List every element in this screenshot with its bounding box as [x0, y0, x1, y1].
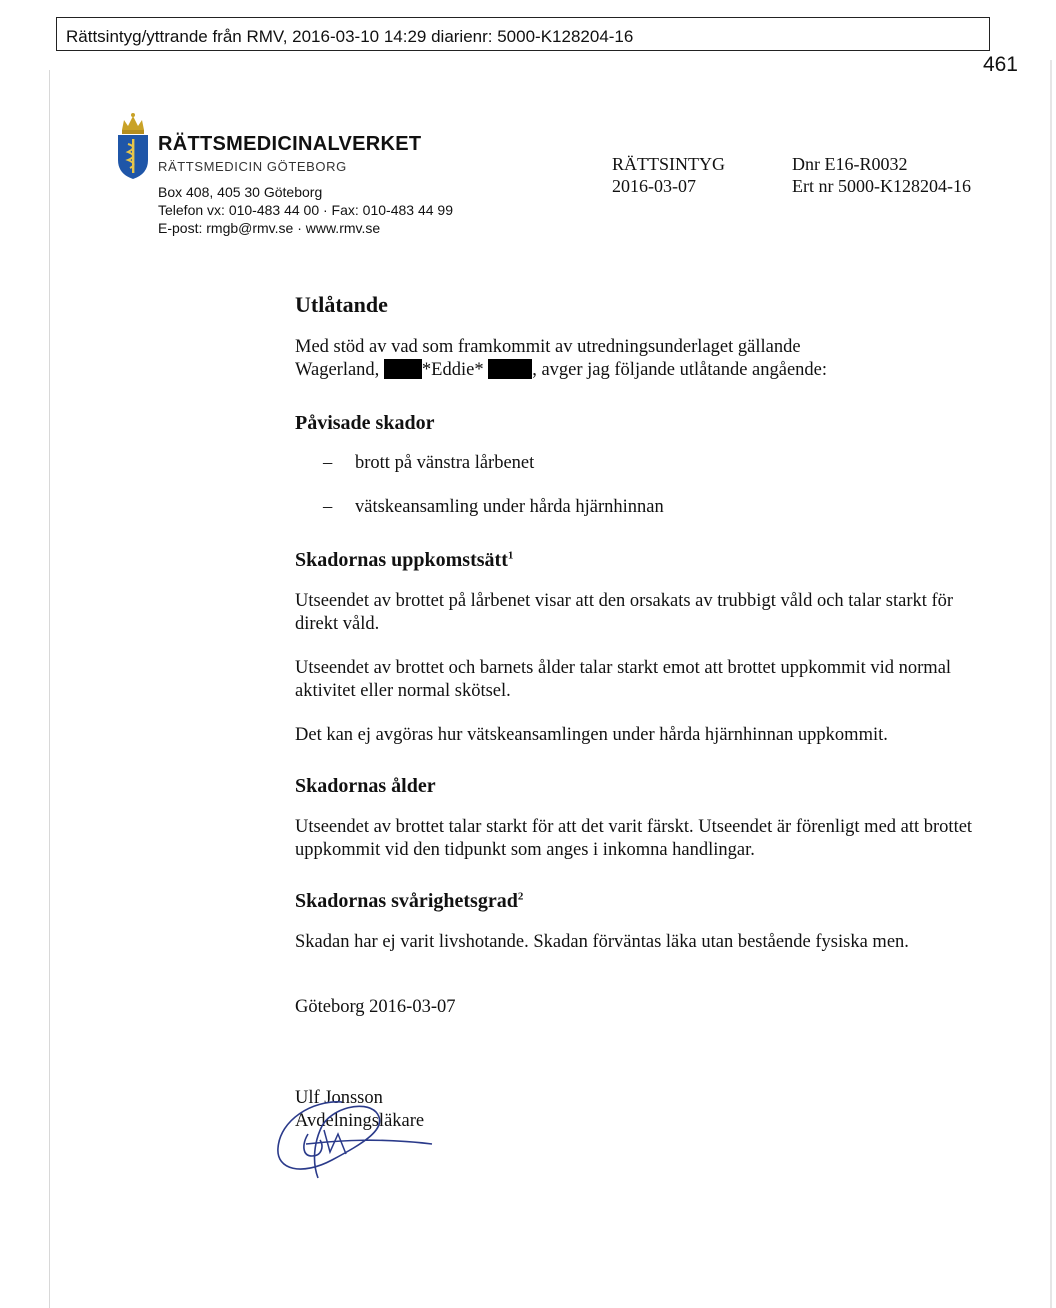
- origin-heading: [295, 549, 975, 572]
- origin-paragraph-2: Utseendet av brottet och barnets ålder talar starkt emot att brottet uppkommit vid normal aktivitet eller normal skötsel.: [295, 658, 952, 701]
- injury-text: vätskeansamling under hårda hjärnhinnan: [355, 497, 664, 517]
- dnr-number: Dnr E16-R0032: [792, 154, 908, 174]
- agency-department: RÄTTSMEDICIN GÖTEBORG: [158, 159, 347, 174]
- document-header-bar: [56, 17, 990, 51]
- list-item: [295, 453, 975, 497]
- header-bar-text: Rättsintyg/yttrande från RMV, 2016-03-10 14:29 diarienr: 5000-K128204-16: [66, 27, 634, 46]
- list-dash: –: [323, 497, 333, 517]
- injury-text: brott på vänstra lårbenet: [355, 453, 535, 473]
- list-item: [295, 497, 975, 541]
- signer-name: Ulf Jonsson: [295, 1088, 383, 1108]
- intro-line1: Med stöd av vad som framkommit av utredningsunderlaget gällande: [295, 337, 801, 357]
- origin-paragraph-1: Utseendet av brottet på lårbenet visar att den orsakats av trubbigt våld och talar starkt för direkt våld.: [295, 591, 954, 634]
- intro-nickname: *Eddie*: [421, 360, 484, 380]
- age-paragraph: Utseendet av brottet talar starkt för att det varit färskt. Utseendet är förenligt med att brottet uppkommit vid den tidpunkt som anges i inkomna handlingar.: [295, 817, 973, 860]
- document-date: 2016-03-07: [612, 176, 696, 196]
- place-date: Göteborg 2016-03-07: [295, 997, 456, 1017]
- severity-heading: [295, 890, 975, 913]
- agency-address: Box 408, 405 30 Göteborg: [158, 184, 323, 200]
- statement-body: [295, 292, 975, 1133]
- injuries-heading: Påvisade skador: [295, 412, 435, 434]
- intro-paragraph: [295, 336, 975, 382]
- injuries-list: [295, 453, 975, 541]
- redaction-block: [488, 359, 532, 379]
- list-dash: –: [323, 453, 333, 473]
- intro-end: , avger jag följande utlåtande angående:: [532, 360, 828, 380]
- intro-name: Wagerland,: [295, 360, 380, 380]
- ert-number: Ert nr 5000-K128204-16: [792, 176, 971, 196]
- severity-heading-text: Skadornas svårighetsgrad: [295, 890, 518, 912]
- age-heading: Skadornas ålder: [295, 775, 436, 797]
- agency-phone: Telefon vx: 010-483 44 00 · Fax: 010-483 44 99: [158, 202, 453, 218]
- signer-role: Avdelningsläkare: [295, 1111, 425, 1131]
- origin-paragraph-3: Det kan ej avgöras hur vätskeansamlingen under hårda hjärnhinnan uppkommit.: [295, 725, 888, 745]
- footnote-ref-2: 2: [517, 890, 524, 903]
- page-number: 461: [982, 53, 1018, 76]
- signature-image: [272, 1090, 440, 1190]
- redaction-block: [384, 359, 422, 379]
- scan-edge-right: [1050, 60, 1052, 1308]
- origin-heading-text: Skadornas uppkomstsätt: [295, 549, 508, 571]
- agency-email: E-post: rmgb@rmv.se · www.rmv.se: [158, 220, 381, 236]
- scan-edge-left: [49, 70, 50, 1308]
- agency-emblem-icon: [113, 112, 153, 180]
- signature-space: [295, 1019, 975, 1087]
- document-type: RÄTTSINTYG: [612, 154, 725, 174]
- severity-paragraph: Skadan har ej varit livshotande. Skadan förväntas läka utan bestående fysiska men.: [295, 932, 909, 952]
- agency-name: RÄTTSMEDICINALVERKET: [158, 133, 422, 155]
- footnote-ref-1: 1: [507, 549, 514, 562]
- statement-title: Utlåtande: [295, 292, 388, 317]
